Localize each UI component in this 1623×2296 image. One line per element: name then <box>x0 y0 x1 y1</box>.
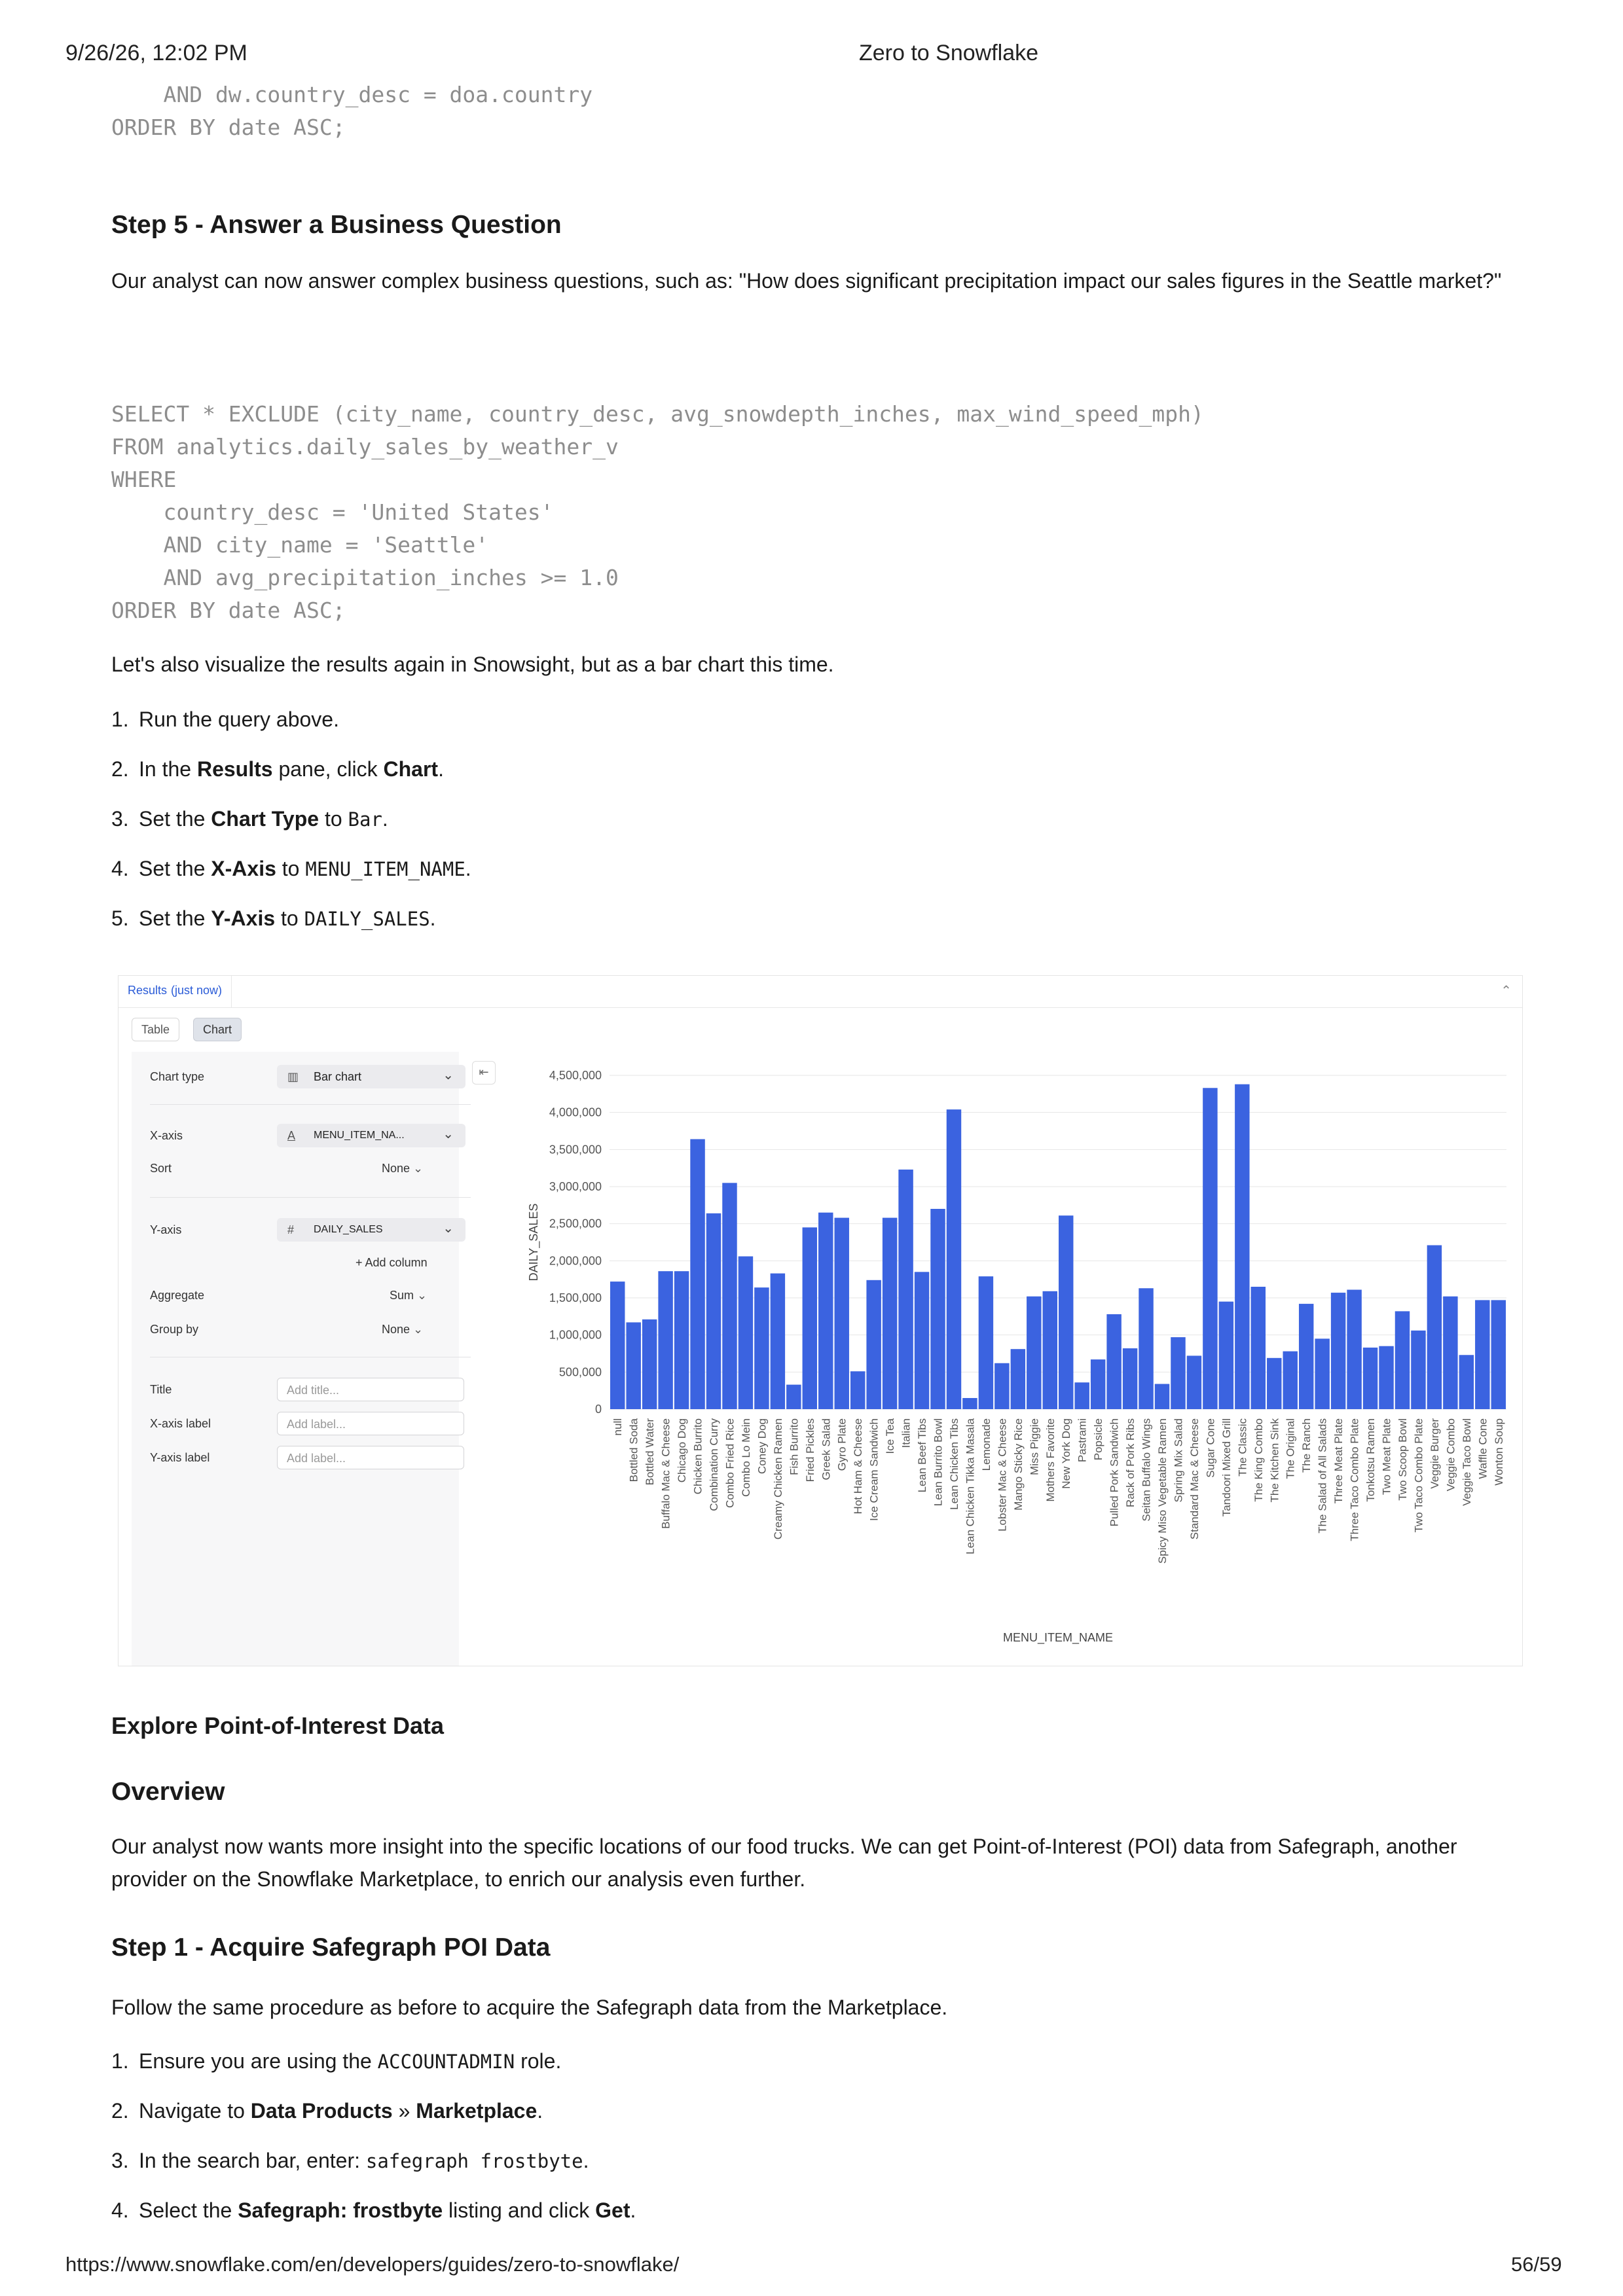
chevron-down-icon: ⌄ <box>443 1068 454 1083</box>
aggregate-select[interactable]: Sum ⌄ <box>390 1289 428 1302</box>
bar <box>835 1218 849 1409</box>
code-line: ORDER BY date ASC; <box>111 115 346 140</box>
code-line: ORDER BY date ASC; <box>111 598 346 623</box>
x-tick-label: Mango Sticky Rice <box>1012 1418 1025 1511</box>
list-item: 5. Set the Y-Axis to DAILY_SALES. <box>111 906 436 930</box>
x-tick-label: Buffalo Mac & Cheese <box>659 1418 672 1529</box>
x-tick-label: Two Taco Combo Plate <box>1412 1418 1425 1533</box>
x-tick-label: The Salad of All Salads <box>1316 1418 1329 1534</box>
bar <box>898 1170 913 1409</box>
code-line: country_desc = 'United States' <box>111 499 554 525</box>
title-input[interactable]: Add title... <box>277 1378 464 1401</box>
bar <box>930 1209 945 1409</box>
bar <box>722 1183 737 1409</box>
x-tick-label: Two Meat Plate <box>1380 1418 1393 1496</box>
bar-chart-icon: ▥ <box>287 1070 299 1083</box>
x-tick-label: Waffle Cone <box>1476 1418 1489 1479</box>
bar <box>1043 1291 1057 1409</box>
bar <box>690 1139 704 1409</box>
bar <box>1363 1348 1377 1409</box>
bar <box>706 1213 721 1409</box>
list-item: 3. In the search bar, enter: safegraph frostbyte. <box>111 2149 589 2172</box>
chevron-down-icon: ⌄ <box>443 1221 454 1236</box>
step1-heading: Step 1 - Acquire Safegraph POI Data <box>111 1933 551 1962</box>
x-tick-label: Creamy Chicken Ramen <box>771 1418 784 1540</box>
x-tick-label: Pulled Pork Sandwich <box>1108 1418 1121 1527</box>
y-tick-label: 3,000,000 <box>549 1180 602 1193</box>
y-tick-label: 4,000,000 <box>549 1105 602 1119</box>
bar <box>994 1363 1009 1409</box>
x-tick-label: Wonton Soup <box>1492 1418 1505 1486</box>
list-item: 2. Navigate to Data Products » Marketplace. <box>111 2099 543 2123</box>
bar <box>1027 1297 1041 1409</box>
bar <box>610 1282 625 1409</box>
x-tick-label: Veggie Taco Bowl <box>1460 1418 1473 1506</box>
bar <box>1347 1290 1361 1409</box>
x-tick-label: New York Dog <box>1060 1418 1073 1489</box>
bar <box>1187 1355 1201 1409</box>
x-axis-title: MENU_ITEM_NAME <box>1002 1631 1114 1644</box>
chevron-down-icon: ⌄ <box>413 1323 424 1336</box>
list-item: 1. Ensure you are using the ACCOUNTADMIN role. <box>111 2049 562 2073</box>
divider <box>150 1104 471 1105</box>
x-tick-label: Hot Ham & Cheese <box>852 1418 865 1515</box>
x-tick-label: The Kitchen Sink <box>1268 1418 1281 1503</box>
x-tick-label: Sugar Cone <box>1204 1418 1217 1478</box>
chevron-down-icon: ⌄ <box>443 1127 454 1141</box>
x-tick-label: Combo Lo Mein <box>739 1418 752 1498</box>
bar <box>1219 1302 1233 1409</box>
results-tabbar <box>119 976 1522 1008</box>
bar <box>1011 1349 1025 1409</box>
x-tick-label: Greek Salad <box>820 1418 833 1480</box>
x-tick-label: Chicken Burrito <box>691 1418 704 1495</box>
poi-heading: Explore Point-of-Interest Data <box>111 1712 445 1739</box>
chart-steps-list <box>111 703 471 952</box>
bar <box>786 1385 801 1409</box>
bar <box>850 1371 865 1409</box>
x-tick-label: Rack of Pork Ribs <box>1124 1418 1137 1508</box>
y-tick-label: 1,500,000 <box>549 1291 602 1304</box>
list-item: 1. Run the query above. <box>111 708 339 731</box>
y-axis-label: Y-axis <box>150 1223 182 1236</box>
collapse-sidebar-icon[interactable]: ⇤ <box>472 1061 496 1085</box>
bar <box>1299 1304 1313 1409</box>
bar <box>1171 1337 1185 1409</box>
bar <box>962 1398 977 1409</box>
list-item: 2. In the Results pane, click Chart. <box>111 757 444 781</box>
bar <box>658 1271 672 1409</box>
list-item: 4. Set the X-Axis to MENU_ITEM_NAME. <box>111 857 471 880</box>
x-tick-label: Coney Dog <box>756 1418 769 1475</box>
bar <box>1091 1359 1105 1409</box>
snowsight-results-panel <box>118 975 1523 1666</box>
y-tick-label: 1,000,000 <box>549 1328 602 1342</box>
divider <box>150 1197 471 1198</box>
x-tick-label: Bottled Water <box>644 1418 657 1486</box>
x-axis-label: X-axis <box>150 1129 183 1142</box>
step5-intro: Our analyst can now answer complex business questions, such as: "How does significant precipitation impact our sales figures in the Seattle market?" <box>111 269 1502 293</box>
bar <box>1395 1311 1410 1409</box>
y-axis-label-label: Y-axis label <box>150 1451 210 1464</box>
x-tick-label: The Classic <box>1236 1418 1249 1477</box>
group-by-label: Group by <box>150 1323 199 1336</box>
tab-results[interactable]: Results (just now) <box>119 976 232 1007</box>
x-tick-label: Fish Burrito <box>788 1418 801 1475</box>
bar <box>1139 1288 1153 1409</box>
x-tick-label: Miss Piggie <box>1028 1418 1041 1475</box>
chart-toggle-button[interactable]: Chart <box>193 1018 242 1041</box>
bar <box>866 1280 881 1409</box>
bar <box>1059 1215 1073 1409</box>
text-type-icon: A <box>287 1129 296 1142</box>
x-tick-label: Chicago Dog <box>676 1418 689 1483</box>
x-tick-label: Lean Beef Tibs <box>916 1418 929 1493</box>
sort-label: Sort <box>150 1162 172 1175</box>
bar <box>1379 1346 1393 1409</box>
number-type-icon: # <box>287 1223 295 1236</box>
x-tick-label: Tandoori Mixed Grill <box>1220 1418 1233 1517</box>
x-tick-label: The Original <box>1284 1418 1297 1479</box>
chart-settings-sidebar <box>132 1052 459 1666</box>
x-tick-label: Ice Cream Sandwich <box>867 1418 881 1521</box>
y-tick-label: 4,500,000 <box>549 1069 602 1082</box>
bar <box>1427 1246 1442 1409</box>
bar <box>1491 1300 1506 1409</box>
aggregate-label: Aggregate <box>150 1289 205 1302</box>
bar <box>754 1287 769 1409</box>
y-tick-label: 0 <box>594 1403 602 1416</box>
bar <box>1235 1085 1249 1409</box>
x-tick-label: Tonkotsu Ramen <box>1364 1418 1377 1502</box>
y-axis-label-input[interactable]: Add label... <box>277 1446 464 1469</box>
x-tick-label: Popsicle <box>1092 1418 1105 1461</box>
chart-type-label: Chart type <box>150 1070 205 1083</box>
x-tick-label: Standard Mac & Cheese <box>1188 1418 1201 1540</box>
print-datetime: 9/26/26, 12:02 PM <box>65 41 247 65</box>
y-axis-select[interactable]: # DAILY_SALES ⌄ <box>277 1218 465 1242</box>
y-tick-label: 2,000,000 <box>549 1254 602 1268</box>
x-tick-label: Combination Curry <box>708 1418 721 1511</box>
bar <box>674 1271 689 1409</box>
code-line: WHERE <box>111 467 177 492</box>
y-axis-title: DAILY_SALES <box>527 1203 540 1282</box>
bar <box>818 1213 833 1409</box>
x-tick-label: The Ranch <box>1300 1418 1313 1473</box>
y-tick-label: 2,500,000 <box>549 1217 602 1230</box>
poi-steps-list <box>111 2045 636 2244</box>
overview-heading: Overview <box>111 1778 225 1806</box>
list-item: 4. Select the Safegraph: frostbyte listing and click Get. <box>111 2198 636 2222</box>
x-tick-label: Lean Chicken Tibs <box>947 1418 960 1510</box>
bar-chart <box>511 1049 1513 1658</box>
x-tick-label: Lemonade <box>979 1418 993 1471</box>
x-tick-label: Ice Tea <box>884 1418 897 1454</box>
bar <box>626 1322 640 1409</box>
x-tick-label: Lobster Mac & Cheese <box>996 1418 1009 1532</box>
list-item: 3. Set the Chart Type to Bar. <box>111 807 388 831</box>
x-tick-label: Combo Fried Rice <box>723 1418 737 1508</box>
bar <box>771 1274 785 1409</box>
x-tick-label: Three Meat Plate <box>1332 1418 1345 1504</box>
bar <box>642 1319 657 1409</box>
bar <box>1074 1382 1089 1409</box>
y-tick-label: 3,500,000 <box>549 1143 602 1157</box>
visualize-text: Let's also visualize the results again in Snowsight, but as a bar chart this time. <box>111 653 834 676</box>
code-line: FROM analytics.daily_sales_by_weather_v <box>111 434 619 459</box>
bar <box>1155 1384 1169 1409</box>
bar <box>1475 1300 1489 1409</box>
code-block-query <box>111 365 1204 660</box>
chevron-down-icon: ⌄ <box>417 1289 428 1302</box>
print-title: Zero to Snowflake <box>859 41 1039 65</box>
code-line: SELECT * EXCLUDE (city_name, country_desc, avg_snowdepth_inches, max_wind_speed_mph) <box>111 401 1204 427</box>
y-tick-label: 500,000 <box>558 1365 602 1379</box>
bar <box>1315 1338 1329 1409</box>
bar <box>947 1109 961 1409</box>
overview-text: Our analyst now wants more insight into the specific locations of our food trucks. We can get Point-of-Interest (POI) data from Safegraph, another provider on the Snowflake Marketplace, to enrich our analysis even further. <box>111 1835 1457 1891</box>
table-toggle-button[interactable]: Table <box>132 1018 179 1041</box>
collapse-icon[interactable]: ⌃ <box>1501 984 1512 998</box>
bar <box>1251 1287 1266 1409</box>
bar <box>803 1227 817 1409</box>
x-tick-label: Mothers Favorite <box>1044 1418 1057 1502</box>
step5-heading: Step 5 - Answer a Business Question <box>111 211 562 239</box>
x-axis-label-label: X-axis label <box>150 1417 211 1430</box>
x-tick-label: Three Taco Combo Plate <box>1348 1418 1361 1541</box>
bar <box>739 1257 753 1409</box>
bar <box>1411 1331 1425 1409</box>
bar <box>1106 1314 1121 1409</box>
bar <box>1331 1293 1345 1409</box>
code-line: AND city_name = 'Seattle' <box>111 532 489 558</box>
x-tick-label: Lean Chicken Tikka Masala <box>964 1418 977 1554</box>
bar <box>1283 1352 1298 1409</box>
bar <box>1203 1088 1217 1409</box>
chart-type-select[interactable]: ▥ Bar chart ⌄ <box>277 1065 465 1088</box>
x-tick-label: Veggie Combo <box>1444 1418 1457 1492</box>
bar <box>1123 1348 1137 1409</box>
group-by-select[interactable]: None ⌄ <box>382 1323 424 1336</box>
x-tick-label: Bottled Soda <box>627 1418 640 1482</box>
x-tick-label: Gyro Plate <box>835 1418 848 1471</box>
x-tick-label: Pastrami <box>1076 1418 1089 1463</box>
plus-icon: + <box>356 1256 363 1269</box>
title-label: Title <box>150 1383 172 1396</box>
bar <box>915 1272 929 1409</box>
add-column-button[interactable]: + Add column <box>356 1256 428 1269</box>
x-tick-label: null <box>611 1418 625 1436</box>
print-page-number: 56/59 <box>1511 2253 1562 2276</box>
print-url: https://www.snowflake.com/en/developers/guides/zero-to-snowflake/ <box>65 2253 680 2276</box>
code-line: AND dw.country_desc = doa.country <box>111 82 593 107</box>
x-tick-label: Fried Pickles <box>803 1418 816 1482</box>
x-axis-select[interactable]: A MENU_ITEM_NA... ⌄ <box>277 1124 465 1147</box>
x-tick-label: Spring Mix Salad <box>1172 1418 1185 1503</box>
x-tick-label: Two Scoop Bowl <box>1396 1418 1409 1501</box>
x-tick-label: Veggie Burger <box>1428 1418 1441 1489</box>
x-axis-label-input[interactable]: Add label... <box>277 1412 464 1435</box>
x-tick-label: Italian <box>900 1418 913 1448</box>
step1-text: Follow the same procedure as before to acquire the Safegraph data from the Marketplace. <box>111 1996 948 2019</box>
bar <box>1459 1355 1474 1409</box>
x-tick-label: The King Combo <box>1252 1418 1265 1502</box>
chevron-down-icon: ⌄ <box>413 1162 424 1175</box>
bar <box>1443 1297 1457 1409</box>
bar <box>979 1276 993 1409</box>
x-tick-label: Lean Burrito Bowl <box>932 1418 945 1507</box>
x-tick-label: Seitan Buffalo Wings <box>1140 1418 1153 1522</box>
code-line: AND avg_precipitation_inches >= 1.0 <box>111 565 619 590</box>
x-tick-label: Spicy Miso Vegetable Ramen <box>1156 1418 1169 1564</box>
sort-select[interactable]: None ⌄ <box>382 1162 424 1175</box>
bar <box>883 1218 897 1409</box>
code-block-top <box>111 79 593 144</box>
bar <box>1267 1358 1281 1409</box>
